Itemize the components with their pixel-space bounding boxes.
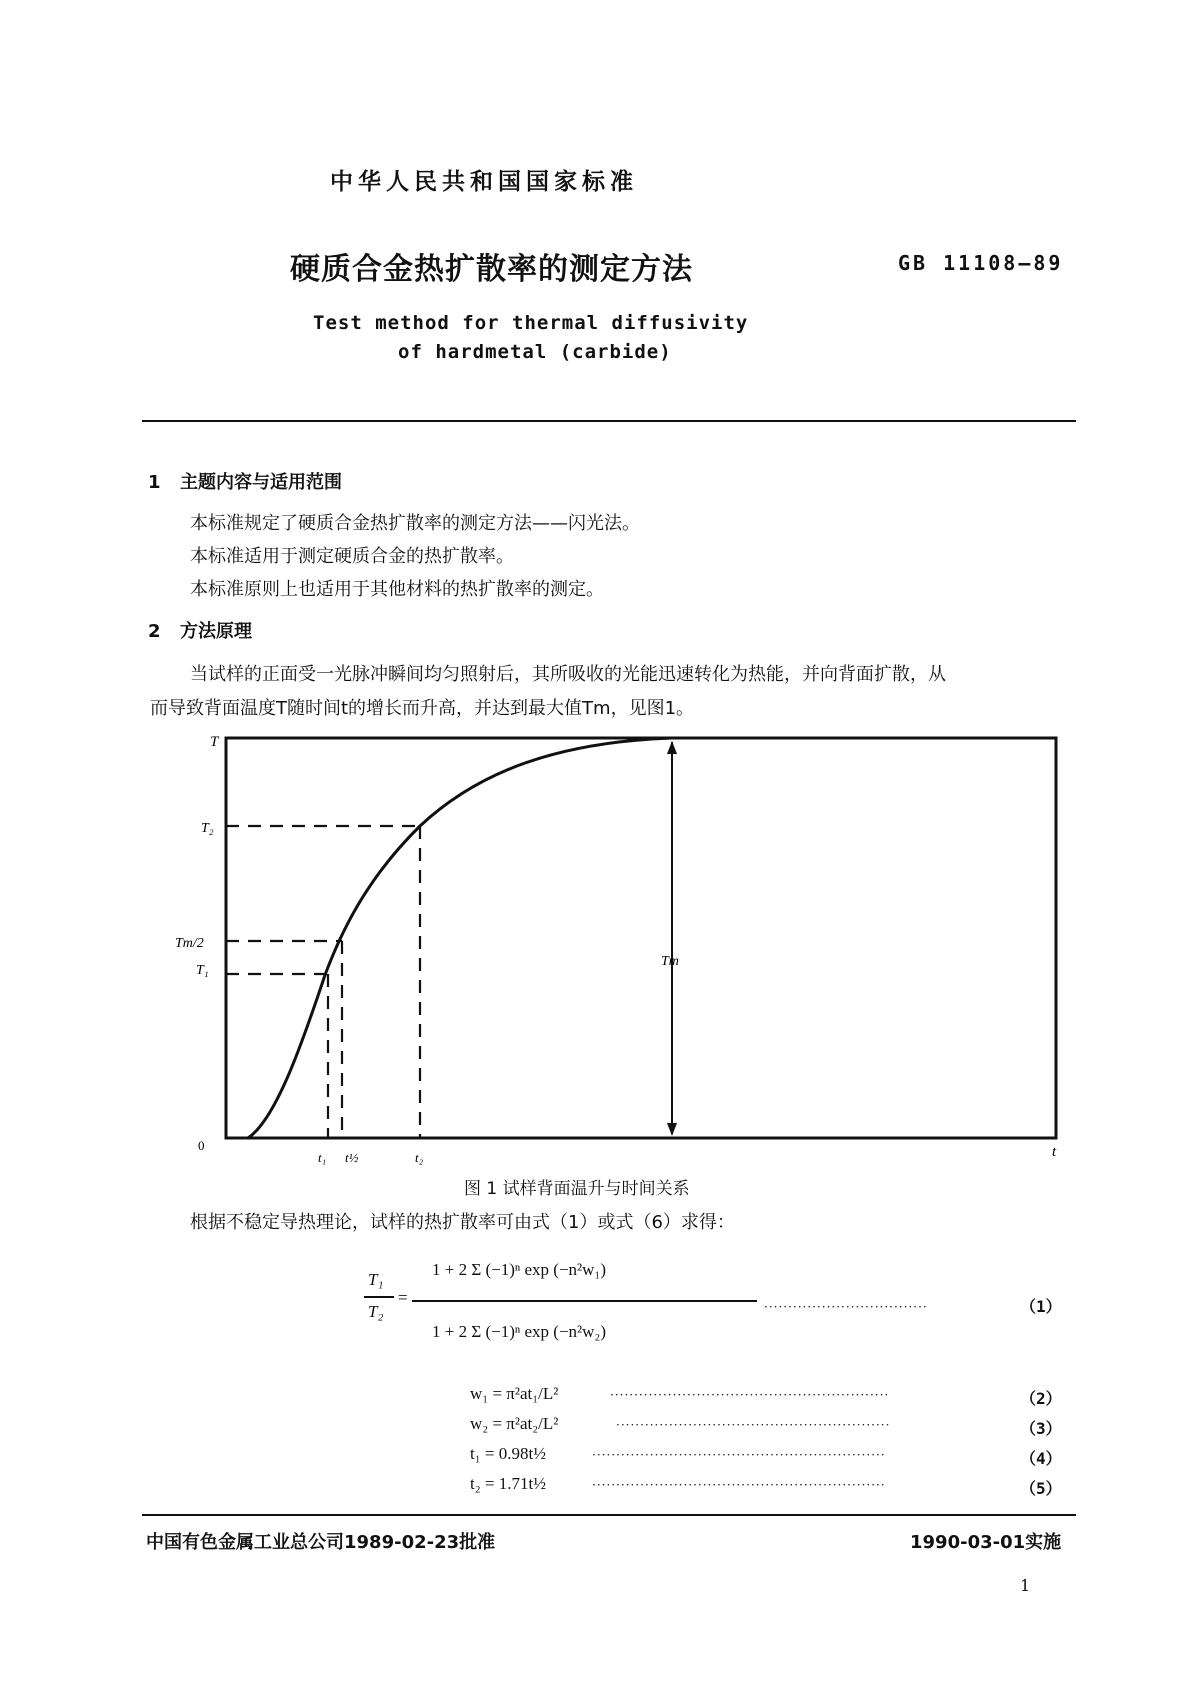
eq1-lhs-fraction-bar [364,1296,394,1298]
eq1-leader-dots: ·································· [764,1300,928,1314]
section1-number: 1 [148,472,161,493]
document-title-en-line2: of hardmetal (carbide) [398,341,672,363]
eq1-number: （1） [1020,1297,1062,1316]
label-T2: T₂ [201,821,214,836]
eq5-formula: t₂ = 1.71t½ [470,1474,546,1493]
eq5-number: （5） [1020,1479,1062,1498]
eq1-lhs-denominator: T₂ [368,1302,384,1321]
label-T1: T₁ [196,963,209,978]
page-number: 1 [1020,1576,1031,1595]
eq4-number: （4） [1020,1449,1062,1468]
temperature-curve [248,738,1054,1138]
section2-para-line2: 而导致背面温度T随时间t的增长而升高，并达到最大值Tm，见图1。 [150,698,695,719]
section1-title: 主题内容与适用范围 [180,472,342,493]
section2-para-line1: 当试样的正面受一光脉冲瞬间均匀照射后，其所吸收的光能迅速转化为热能，并向背面扩散，从 [190,664,946,685]
eq2-number: （2） [1020,1389,1062,1408]
standard-number: GB 11108—89 [898,251,1064,275]
eq1-fraction-bar [412,1300,757,1302]
section1-para-3: 本标准原则上也适用于其他材料的热扩散率的测定。 [190,579,604,600]
label-thalf: t½ [345,1150,359,1165]
y-axis-label: T [210,734,219,750]
label-t2: t₂ [415,1150,424,1165]
eq3-leader-dots: ························································· [616,1418,891,1432]
document-title-en-line1: Test method for thermal diffusivity [313,312,749,334]
section1-para-2: 本标准适用于测定硬质合金的热扩散率。 [190,546,514,567]
eq3-number: （3） [1020,1419,1062,1438]
origin-label: 0 [198,1138,205,1153]
eq1-numerator: 1 + 2 Σ (−1)ⁿ exp (−n²w₁) [432,1260,607,1279]
x-axis-label: t [1052,1144,1057,1160]
tm-arrow-head-top [667,741,677,754]
section1-para-1: 本标准规定了硬质合金热扩散率的测定方法——闪光法。 [190,513,640,534]
approval-date: 中国有色金属工业总公司1989-02-23批准 [146,1532,496,1553]
eq4-formula: t₁ = 0.98t½ [470,1444,546,1463]
footer-rule [142,1514,1076,1516]
plot-frame [226,738,1056,1138]
national-standard-heading: 中华人民共和国国家标准 [330,169,638,195]
eq3-formula: w₂ = π²at₂/L² [470,1414,559,1433]
eq4-leader-dots: ····························································· [592,1448,886,1462]
section2-title: 方法原理 [180,621,252,642]
label-Tm-half: Tm/2 [175,936,204,951]
eq1-lhs-numerator: T₁ [368,1270,384,1289]
label-Tm: Tm [661,954,679,969]
document-title-cn: 硬质合金热扩散率的测定方法 [290,252,693,287]
equations-intro: 根据不稳定导热理论，试样的热扩散率可由式（1）或式（6）求得： [190,1212,735,1233]
figure-1-caption: 图 1 试样背面温升与时间关系 [464,1179,690,1199]
section2-number: 2 [148,621,161,642]
eq1-equals: = [398,1288,408,1307]
eq5-leader-dots: ····························································· [592,1478,886,1492]
label-t1: t₁ [318,1150,327,1165]
implementation-date: 1990-03-01实施 [910,1532,1062,1553]
eq1-denominator: 1 + 2 Σ (−1)ⁿ exp (−n²w₂) [432,1322,607,1341]
eq2-formula: w₁ = π²at₁/L² [470,1384,559,1403]
eq2-leader-dots: ·························································· [610,1388,890,1402]
tm-arrow-head-bottom [667,1123,677,1136]
